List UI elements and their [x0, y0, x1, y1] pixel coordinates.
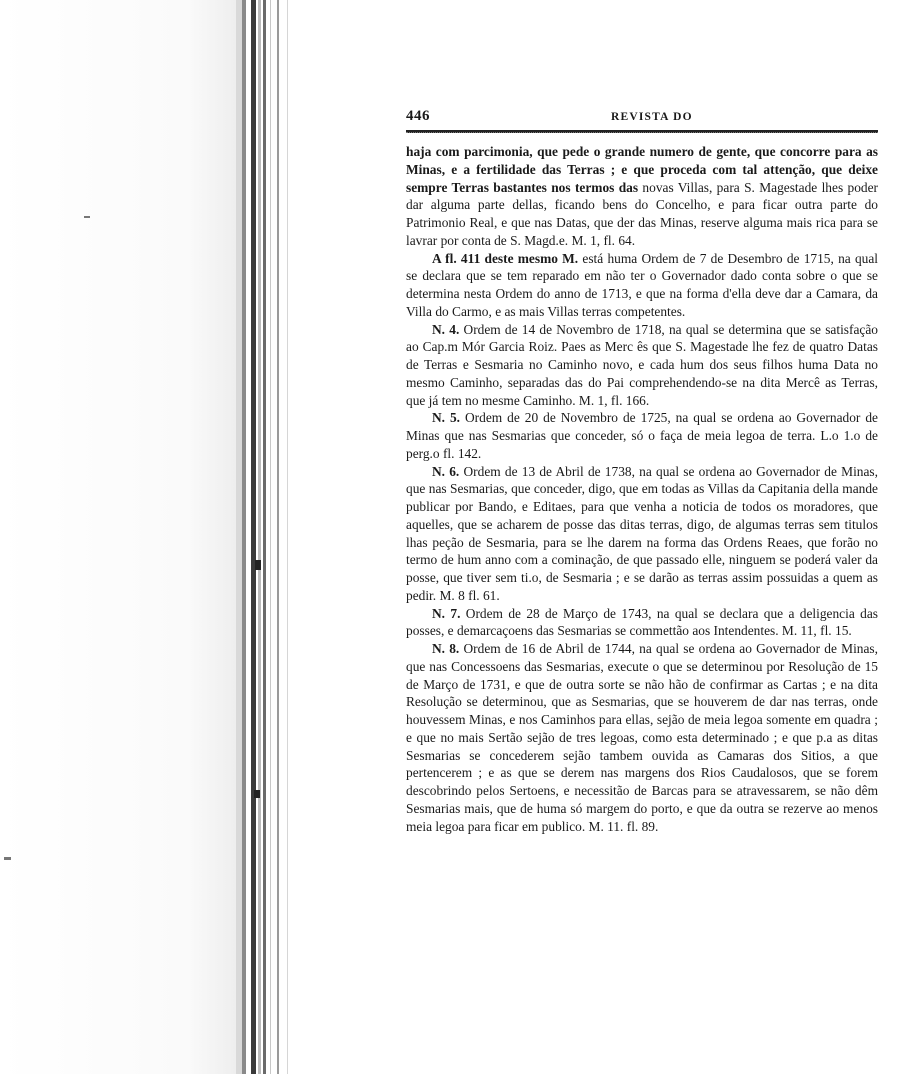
gutter-line: [251, 0, 256, 1074]
header-rule: [406, 130, 878, 133]
running-title: REVISTA DO: [611, 111, 693, 123]
paragraph-text: Ordem de 28 de Março de 1743, na qual se declara que a deligencia das posses, e demarcaçoens das Sesmarias se commettão aos Intendentes. M. 11, fl. 15.: [406, 605, 878, 639]
paragraph-5: [406, 463, 878, 605]
scan-speck: [4, 857, 11, 860]
paragraph-3: [406, 321, 878, 410]
paragraph-lead: N. 4.: [432, 321, 460, 337]
paragraph-text: Ordem de 13 de Abril de 1738, na qual se ordena ao Governador de Minas, que nas Sesmarias, que conceder, digo, que em todas as Villas da Capitania della mande publicar por Bando, e Editaes, para que venha a noticia de todos os moradores, que aquelles, que se acharem de posse das ditas terras, digo, de algumas terras sem titulos lhas peção de Sesmaria, para se lhe darem na forma das Ordens Reaes, que forão no termo de hum anno com a cominação, de que passado elle, ninguem se poderá valer da posse, que tiver sem ti.o, de Sesmaria ; e se darão as terras assim possuidas a quem as pedir. M. 8 fl. 61.: [406, 463, 878, 603]
paragraph-lead: N. 6.: [432, 463, 460, 479]
binding-gutter: [0, 0, 300, 1074]
page-number: 446: [406, 108, 430, 124]
scan-speck: [254, 790, 260, 798]
gutter-line: [263, 0, 266, 1074]
paragraph-text: Ordem de 20 de Novembro de 1725, na qual se ordena ao Governador de Minas que nas Sesmarias que conceder, só o faça de meia legoa de terra. L.o 1.o de perg.o fl. 142.: [406, 410, 878, 461]
paragraph-text: novas Villas, para S. Magestade lhes poder dar alguma parte dellas, ficando bens do Concelho, e para ficar outra parte do Patrimonio Real, e que nas Datas, que der das Minas, reserve alguma mais rica para se lavrar por conta de S. Magd.e. M. 1, fl. 64.: [406, 179, 878, 248]
book-page: [406, 108, 878, 835]
gutter-line: [242, 0, 246, 1074]
gutter-line: [258, 0, 261, 1074]
scan-speck: [84, 216, 90, 218]
gutter-line: [287, 0, 288, 1074]
paragraph-text: Ordem de 16 de Abril de 1744, na qual se ordena ao Governador de Minas, que nas Concessoens das Sesmarias, execute o que se determinou por Resolução de 15 de Março de 1731, e que de outra sorte se não hão de confirmar as Cartas ; e na dita Resolução se determinou, que as Sesmarias, que se houverem de dar nas terras, onde houvessem Minas, e nos Caminhos para ellas, sejão de meia legoa somente em quadra ; e que no mais Sertão sejão de tres legoas, como esta determinado ; e que p.a as ditas Sesmarias se concederem sejão tambem ouvida as Camaras dos Sitios, a que pertencerem ; e as que se derem nas margens dos Rios Caudalosos, que se forem descobrindo pelos Sertoens, e necessitão de Barcas para se atravessarem, se não dêm Sesmarias mais, que de huma só margem do porto, e que da outra se rezerve ao menos meia legoa para ficar em publico. M. 11. fl. 89.: [406, 641, 878, 834]
page-header: [406, 108, 878, 128]
gutter-line: [270, 0, 271, 1074]
gutter-line: [277, 0, 279, 1074]
paragraph-6: [406, 605, 878, 641]
paragraph-1: [406, 143, 878, 250]
page-body: [406, 143, 878, 835]
paragraph-7: [406, 640, 878, 835]
paragraph-4: [406, 409, 878, 462]
paragraph-lead: N. 7.: [432, 605, 461, 621]
scan-speck: [255, 560, 261, 570]
paragraph-text: Ordem de 14 de Novembro de 1718, na qual se determina que se satisfação ao Cap.m Mór Garcia Roiz. Paes as Merc ês que S. Magestade lhe fez de quatro Datas de Terras e Sesmaria no Caminho novo, e cada hum dos seus filhos huma Data no mesmo Caminho, separadas das do Pai comprehendendo-se na dita Mercê as Terras, que já tem no mesme Caminho. M. 1, fl. 166.: [406, 321, 878, 408]
paragraph-lead: N. 5.: [432, 410, 461, 426]
paragraph-2: [406, 250, 878, 321]
paragraph-lead: A fl. 411 deste mesmo M.: [432, 250, 579, 266]
paragraph-text: está huma Ordem de 7 de Desembro de 1715, na qual se declara que se tem reparado em não ter o Governador dado conta sobre o que se determina nesta Ordem do anno de 1713, e que na forma d'ella deve dar a Camara, da Villa do Carmo, e as mais Villas terras competentes.: [406, 250, 878, 319]
gutter-shade: [0, 0, 236, 1074]
paragraph-lead: N. 8.: [432, 641, 460, 656]
paragraph-lead: haja com parcimonia, que pede o grande numero de gente, que concorre para as Minas, e a fertilidade das Terras ; e que proceda com tal attenção, que deixe sempre Terras bastantes nos termos das: [406, 144, 878, 195]
